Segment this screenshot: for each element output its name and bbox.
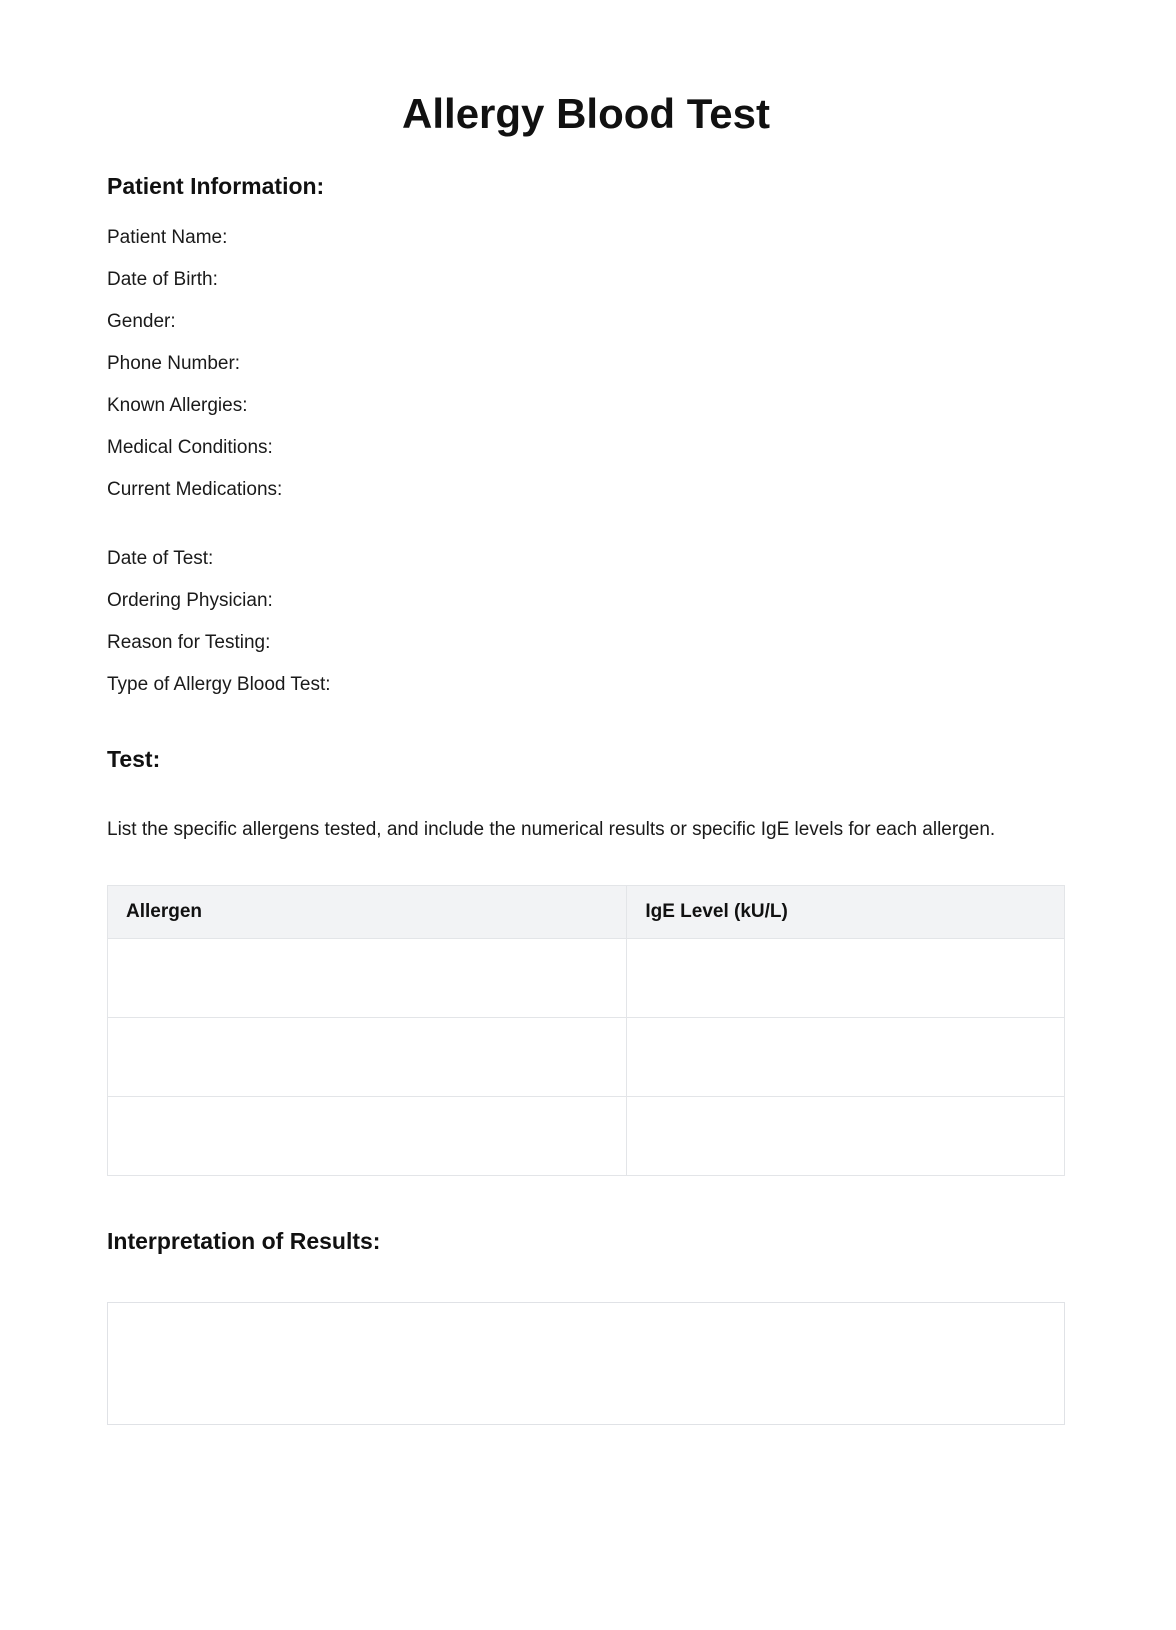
allergen-cell <box>108 939 627 1018</box>
test-heading: Test: <box>107 746 161 772</box>
ige-level-cell <box>627 1097 1065 1176</box>
field-patient-name: Patient Name: <box>107 227 228 248</box>
allergen-table-header-row <box>108 886 1065 939</box>
interpretation-heading: Interpretation of Results: <box>107 1228 381 1254</box>
document-title: Allergy Blood Test <box>402 90 770 137</box>
interpretation-box <box>107 1302 1065 1425</box>
ige-level-cell <box>627 1018 1065 1097</box>
field-phone-number: Phone Number: <box>107 353 241 374</box>
field-current-medications: Current Medications: <box>107 479 283 500</box>
allergen-cell <box>108 1018 627 1097</box>
patient-info-heading: Patient Information: <box>107 173 325 199</box>
table-row <box>108 1018 1065 1097</box>
field-gender: Gender: <box>107 311 176 332</box>
allergen-cell <box>108 1097 627 1176</box>
ige-level-column-header: IgE Level (kU/L) <box>627 886 1065 939</box>
ige-level-cell <box>627 939 1065 1018</box>
field-known-allergies: Known Allergies: <box>107 395 248 416</box>
field-type-of-allergy-blood-test: Type of Allergy Blood Test: <box>107 674 331 695</box>
test-description: List the specific allergens tested, and include the numerical results or specific IgE levels for each allergen. <box>107 819 996 840</box>
allergen-table <box>107 885 1065 1176</box>
allergen-column-header: Allergen <box>108 886 627 939</box>
field-date-of-birth: Date of Birth: <box>107 269 218 290</box>
test-detail-fields <box>107 547 1065 696</box>
table-row <box>108 939 1065 1018</box>
field-reason-for-testing: Reason for Testing: <box>107 632 271 653</box>
field-date-of-test: Date of Test: <box>107 548 214 569</box>
field-ordering-physician: Ordering Physician: <box>107 590 273 611</box>
field-medical-conditions: Medical Conditions: <box>107 437 273 458</box>
patient-info-fields <box>107 226 1065 501</box>
table-row <box>108 1097 1065 1176</box>
